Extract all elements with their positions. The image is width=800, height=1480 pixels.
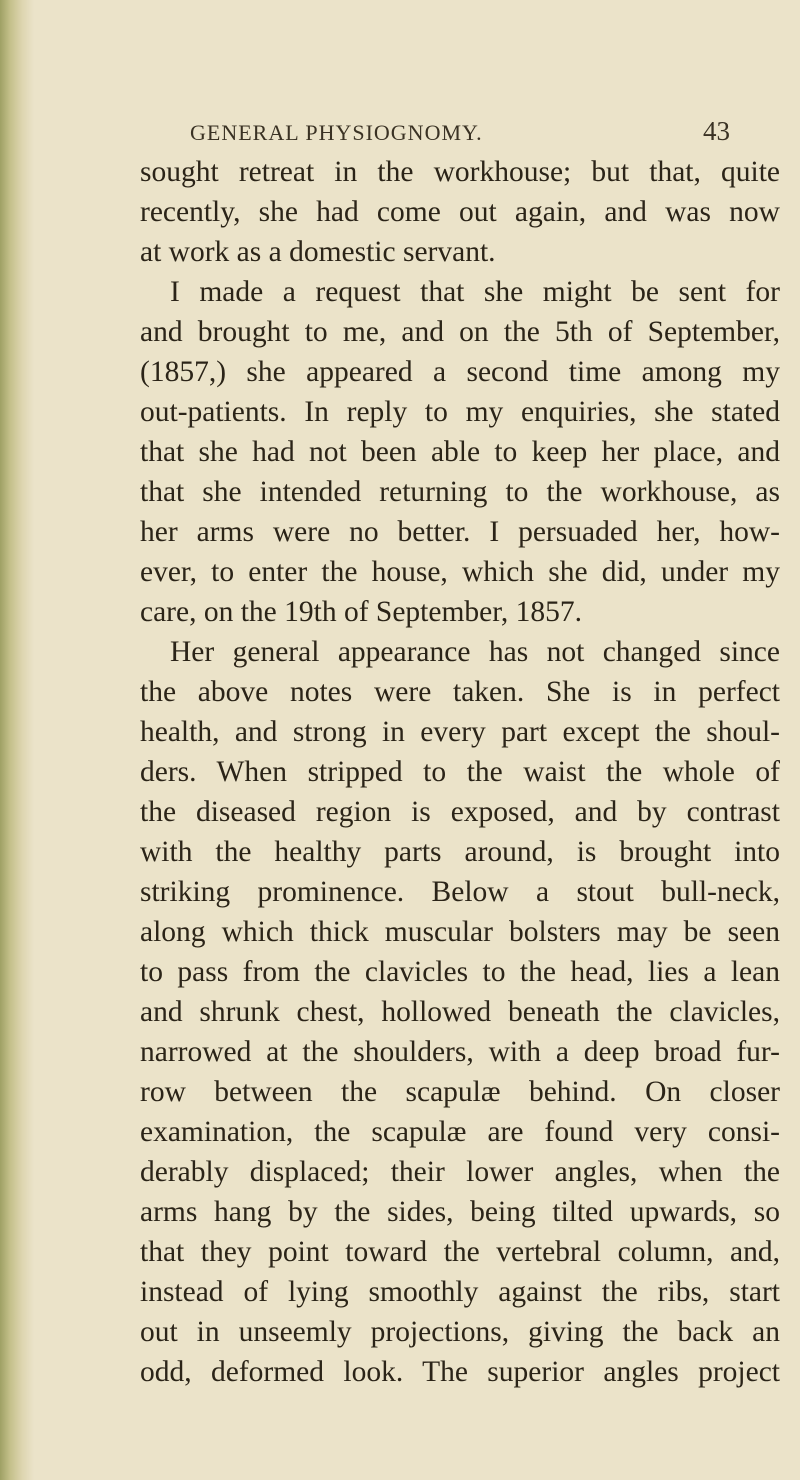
text-line: sought retreat in the workhouse; but that, quite — [140, 156, 780, 188]
text-line: that they point toward the vertebral column, and, — [140, 1236, 780, 1268]
running-title: GENERAL PHYSIOGNOMY. — [190, 120, 483, 145]
text-line: derably displaced; their lower angles, when the — [140, 1156, 780, 1188]
body-text — [140, 152, 780, 1392]
text-line: instead of lying smoothly against the ribs, start — [140, 1276, 780, 1308]
text-line: out-patients. In reply to my enquiries, she stated — [140, 396, 780, 428]
text-line: striking prominence. Below a stout bull-neck, — [140, 876, 780, 908]
text-line: out in unseemly projections, giving the back an — [140, 1316, 780, 1348]
text-line: recently, she had come out again, and was now — [140, 196, 780, 228]
text-line: care, on the 19th of September, 1857. — [140, 596, 583, 628]
text-line: and shrunk chest, hollowed beneath the clavicles, — [140, 996, 780, 1028]
text-line: row between the scapulæ behind. On closer — [140, 1076, 780, 1108]
text-line: examination, the scapulæ are found very consi- — [140, 1116, 780, 1148]
text-line: that she intended returning to the workhouse, as — [140, 476, 780, 508]
text-line: arms hang by the sides, being tilted upwards, so — [140, 1196, 780, 1228]
text-line: to pass from the clavicles to the head, lies a lean — [140, 956, 780, 988]
text-line: the above notes were taken. She is in perfect — [140, 676, 780, 708]
text-line: and brought to me, and on the 5th of September, — [140, 316, 780, 348]
text-line: ever, to enter the house, which she did, under my — [140, 556, 780, 588]
text-line: narrowed at the shoulders, with a deep broad fur- — [140, 1036, 780, 1068]
text-line: along which thick muscular bolsters may be seen — [140, 916, 780, 948]
text-line: odd, deformed look. The superior angles project — [140, 1356, 780, 1388]
paragraph-start-line: Her general appearance has not changed since — [170, 636, 780, 668]
text-line: that she had not been able to keep her place, and — [140, 436, 780, 468]
running-head — [120, 116, 740, 150]
page-number: 43 — [703, 116, 730, 146]
text-line: the diseased region is exposed, and by contrast — [140, 796, 780, 828]
text-line: (1857,) she appeared a second time among my — [140, 356, 780, 388]
text-line: with the healthy parts around, is brought into — [140, 836, 780, 868]
text-line: her arms were no better. I persuaded her, how- — [140, 516, 780, 548]
text-line: ders. When stripped to the waist the whole of — [140, 756, 780, 788]
text-line: at work as a domestic servant. — [140, 236, 496, 268]
paragraph-start-line: I made a request that she might be sent for — [170, 276, 780, 308]
text-line: health, and strong in every part except the shoul- — [140, 716, 780, 748]
